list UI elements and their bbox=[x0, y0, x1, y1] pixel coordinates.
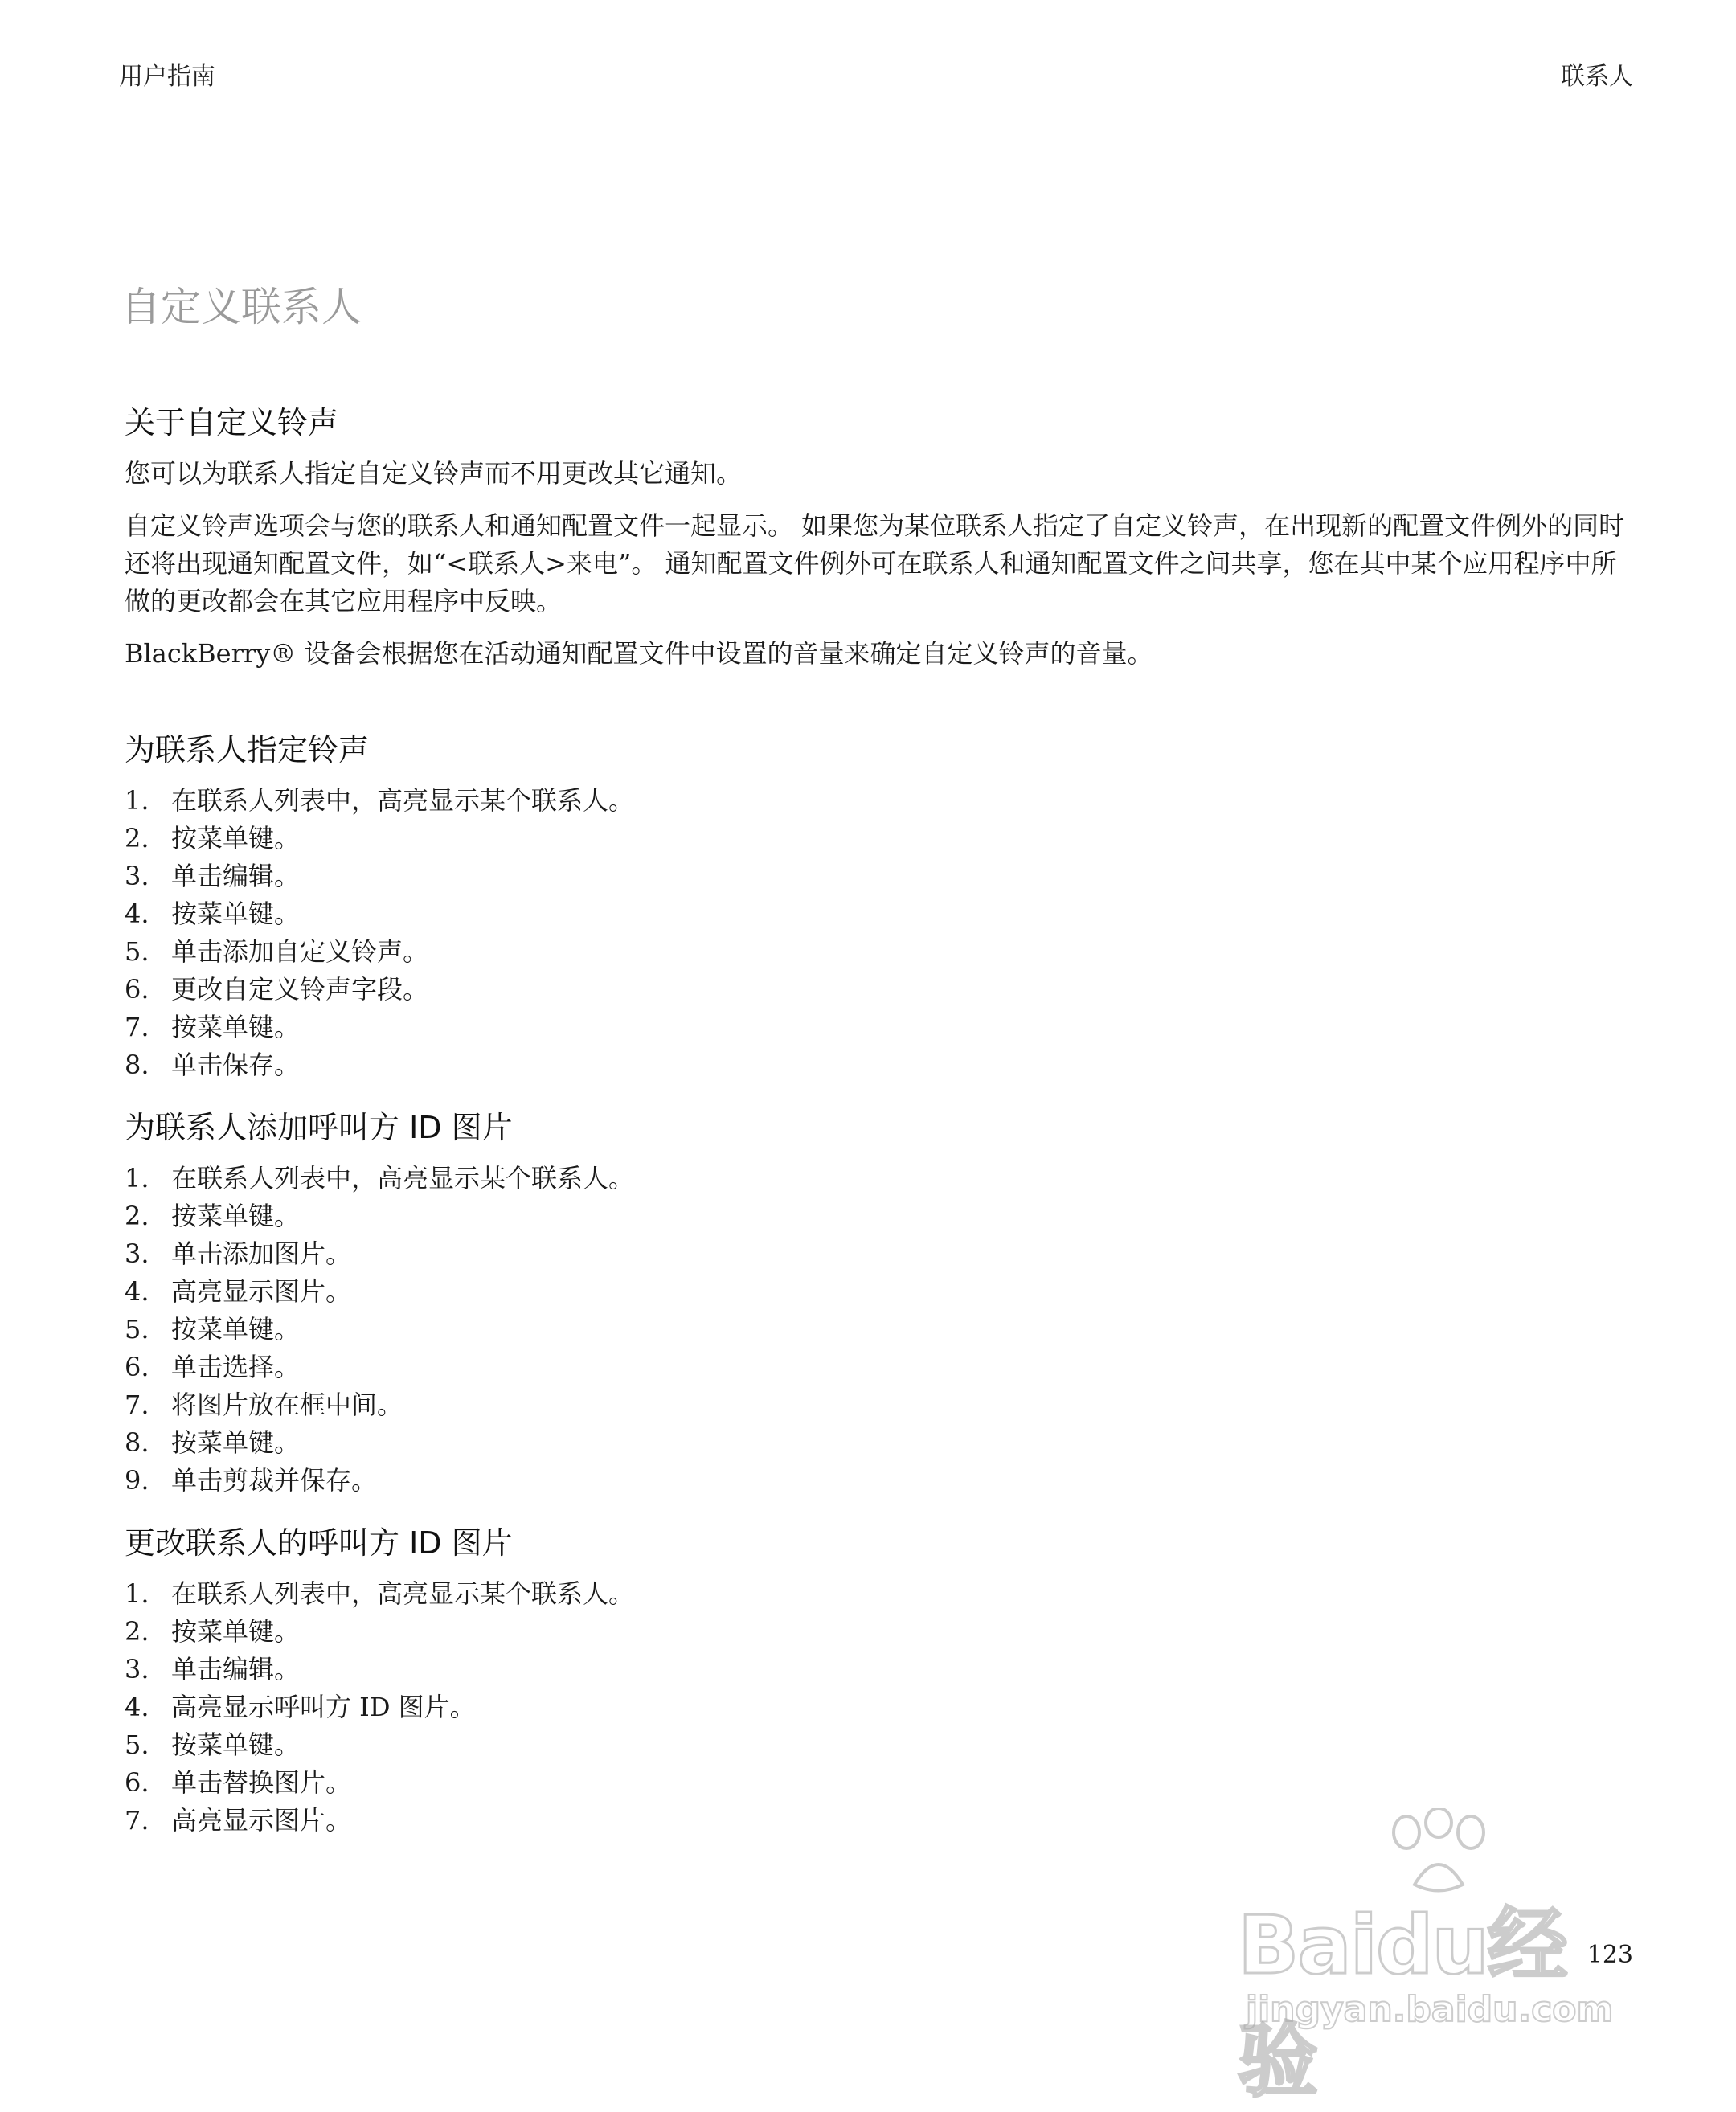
step-text: 。 bbox=[326, 1767, 352, 1798]
step-number: 4. bbox=[125, 1692, 149, 1722]
step-text: 按 bbox=[171, 1314, 198, 1345]
step-text: 。 bbox=[274, 1654, 301, 1684]
step-item bbox=[125, 1651, 1636, 1688]
step-number: 7. bbox=[125, 1012, 149, 1042]
step-number: 3. bbox=[125, 1238, 149, 1269]
step-item bbox=[125, 1046, 1636, 1084]
baidu-watermark bbox=[1238, 1808, 1640, 2108]
step-item bbox=[125, 1575, 1636, 1613]
about-title: 关于自定义铃声 bbox=[125, 405, 339, 440]
step-text: 按 bbox=[171, 1012, 198, 1042]
step-number: 8. bbox=[125, 1427, 149, 1458]
step-ui-term: 菜单 bbox=[197, 1201, 249, 1231]
step-text: 。 bbox=[351, 1465, 378, 1496]
step-number: 5. bbox=[125, 1314, 149, 1345]
step-number: 5. bbox=[125, 1729, 149, 1760]
step-number: 4. bbox=[125, 1276, 149, 1307]
step-text: 键。 bbox=[248, 1427, 301, 1458]
step-text: 单击 bbox=[171, 1465, 223, 1496]
step-text: 。 bbox=[326, 1238, 352, 1269]
add-picture-steps bbox=[125, 1160, 1636, 1500]
step-text: 按 bbox=[171, 1201, 198, 1231]
step-ui-term: 菜单 bbox=[197, 1314, 249, 1345]
step-ui-term: 添加图片 bbox=[223, 1238, 326, 1269]
step-item bbox=[125, 1726, 1636, 1764]
step-text: 单击 bbox=[171, 1654, 223, 1684]
step-number: 8. bbox=[125, 1050, 149, 1080]
step-text: 将图片放在框中间。 bbox=[171, 1390, 403, 1420]
step-text: 。 bbox=[274, 1050, 301, 1080]
ringtone-title: 为联系人指定铃声 bbox=[125, 732, 370, 767]
step-text: 在联系人列表中，高亮显示某个联系人。 bbox=[171, 785, 635, 816]
step-text: 。 bbox=[274, 1352, 301, 1382]
step-ui-term: 编辑 bbox=[223, 1654, 275, 1684]
step-ui-term: 编辑 bbox=[223, 861, 275, 891]
step-number: 6. bbox=[125, 1352, 149, 1382]
step-item bbox=[125, 1764, 1636, 1802]
step-ui-term: 菜单 bbox=[197, 1729, 249, 1760]
step-number: 4. bbox=[125, 898, 149, 929]
step-item bbox=[125, 1197, 1636, 1235]
step-text: 按 bbox=[171, 1616, 198, 1647]
step-text: 键。 bbox=[248, 1314, 301, 1345]
step-item bbox=[125, 895, 1636, 933]
about-paragraph: 自定义铃声选项会与您的联系人和通知配置文件一起显示。 如果您为某位联系人指定了自定义铃声，在出现新的配置文件例外的同时还将出现通知配置文件，如“<联系人>来电”。 通知配置文件例外可在联系人和通知配置文件之间共享，您在其中某个应用程序中所做的更改都会在其它应用程序中反映。 bbox=[125, 510, 1625, 616]
step-text: 更改 bbox=[171, 974, 223, 1005]
step-text: 键。 bbox=[248, 1201, 301, 1231]
step-text: 按 bbox=[171, 898, 198, 929]
section-title: 自定义联系人 bbox=[121, 284, 362, 330]
step-text: 键。 bbox=[248, 1012, 301, 1042]
ringtone-steps bbox=[125, 782, 1636, 1084]
step-item bbox=[125, 820, 1636, 857]
step-text: 单击 bbox=[171, 1050, 223, 1080]
step-item bbox=[125, 1235, 1636, 1273]
step-text: 键。 bbox=[248, 823, 301, 853]
about-paragraph: BlackBerry® 设备会根据您在活动通知配置文件中设置的音量来确定自定义铃声的音量。 bbox=[125, 638, 1153, 669]
header-left: 用户指南 bbox=[119, 63, 215, 91]
add-picture-title: 为联系人添加呼叫方 ID 图片 bbox=[125, 1110, 513, 1145]
change-picture-title: 更改联系人的呼叫方 ID 图片 bbox=[125, 1525, 513, 1561]
step-number: 5. bbox=[125, 936, 149, 967]
step-number: 6. bbox=[125, 1767, 149, 1798]
step-item bbox=[125, 1688, 1636, 1726]
step-number: 1. bbox=[125, 1163, 149, 1193]
step-item bbox=[125, 1009, 1636, 1046]
step-number: 1. bbox=[125, 785, 149, 816]
header-right: 联系人 bbox=[1561, 63, 1633, 91]
about-paragraph: 您可以为联系人指定自定义铃声而不用更改其它通知。 bbox=[125, 458, 743, 489]
page-number: 123 bbox=[1587, 1941, 1633, 1969]
step-text: 高亮显示图片。 bbox=[171, 1805, 352, 1836]
step-item bbox=[125, 971, 1636, 1009]
step-text: 。 bbox=[403, 936, 429, 967]
step-item bbox=[125, 1160, 1636, 1197]
step-ui-term: 菜单 bbox=[197, 1427, 249, 1458]
step-item bbox=[125, 933, 1636, 971]
step-item bbox=[125, 1424, 1636, 1462]
step-ui-term: 自定义铃声 bbox=[223, 974, 352, 1005]
step-text: 单击 bbox=[171, 1352, 223, 1382]
step-text: 键。 bbox=[248, 1616, 301, 1647]
step-number: 3. bbox=[125, 861, 149, 891]
step-text: 键。 bbox=[248, 898, 301, 929]
step-text: 单击 bbox=[171, 1238, 223, 1269]
step-text: 单击 bbox=[171, 936, 223, 967]
step-number: 3. bbox=[125, 1654, 149, 1684]
step-text: 在联系人列表中，高亮显示某个联系人。 bbox=[171, 1163, 635, 1193]
step-number: 9. bbox=[125, 1465, 149, 1496]
step-ui-term: 菜单 bbox=[197, 1012, 249, 1042]
step-number: 6. bbox=[125, 974, 149, 1005]
step-item bbox=[125, 1462, 1636, 1500]
step-number: 1. bbox=[125, 1578, 149, 1609]
step-item bbox=[125, 857, 1636, 895]
step-number: 2. bbox=[125, 1201, 149, 1231]
step-ui-term: 菜单 bbox=[197, 898, 249, 929]
step-item bbox=[125, 1386, 1636, 1424]
step-ui-term: 菜单 bbox=[197, 1616, 249, 1647]
step-item bbox=[125, 1349, 1636, 1386]
step-text: 高亮显示图片。 bbox=[171, 1276, 352, 1307]
step-text: 按 bbox=[171, 823, 198, 853]
step-text: 键。 bbox=[248, 1729, 301, 1760]
step-text: 高亮显示呼叫方 ID 图片。 bbox=[171, 1692, 476, 1722]
step-number: 2. bbox=[125, 823, 149, 853]
watermark-logo: Baidu经验 bbox=[1238, 1898, 1566, 2108]
step-ui-term: 菜单 bbox=[197, 823, 249, 853]
step-text: 单击 bbox=[171, 1767, 223, 1798]
step-text: 按 bbox=[171, 1729, 198, 1760]
step-item bbox=[125, 1311, 1636, 1349]
change-picture-steps bbox=[125, 1575, 1636, 1840]
step-ui-term: 选择 bbox=[223, 1352, 275, 1382]
step-text: 按 bbox=[171, 1427, 198, 1458]
step-number: 7. bbox=[125, 1805, 149, 1836]
step-number: 2. bbox=[125, 1616, 149, 1647]
step-text: 在联系人列表中，高亮显示某个联系人。 bbox=[171, 1578, 635, 1609]
step-item bbox=[125, 1273, 1636, 1311]
step-text: 。 bbox=[274, 861, 301, 891]
watermark-url: jingyan.baidu.com bbox=[1246, 1989, 1614, 2030]
step-ui-term: 剪裁并保存 bbox=[223, 1465, 352, 1496]
step-ui-term: 添加自定义铃声 bbox=[223, 936, 403, 967]
step-ui-term: 保存 bbox=[223, 1050, 275, 1080]
step-number: 7. bbox=[125, 1390, 149, 1420]
step-text: 单击 bbox=[171, 861, 223, 891]
step-ui-term: 替换图片 bbox=[223, 1767, 326, 1798]
step-text: 字段。 bbox=[351, 974, 429, 1005]
content bbox=[125, 402, 1636, 1840]
step-item bbox=[125, 1613, 1636, 1651]
step-item bbox=[125, 782, 1636, 820]
